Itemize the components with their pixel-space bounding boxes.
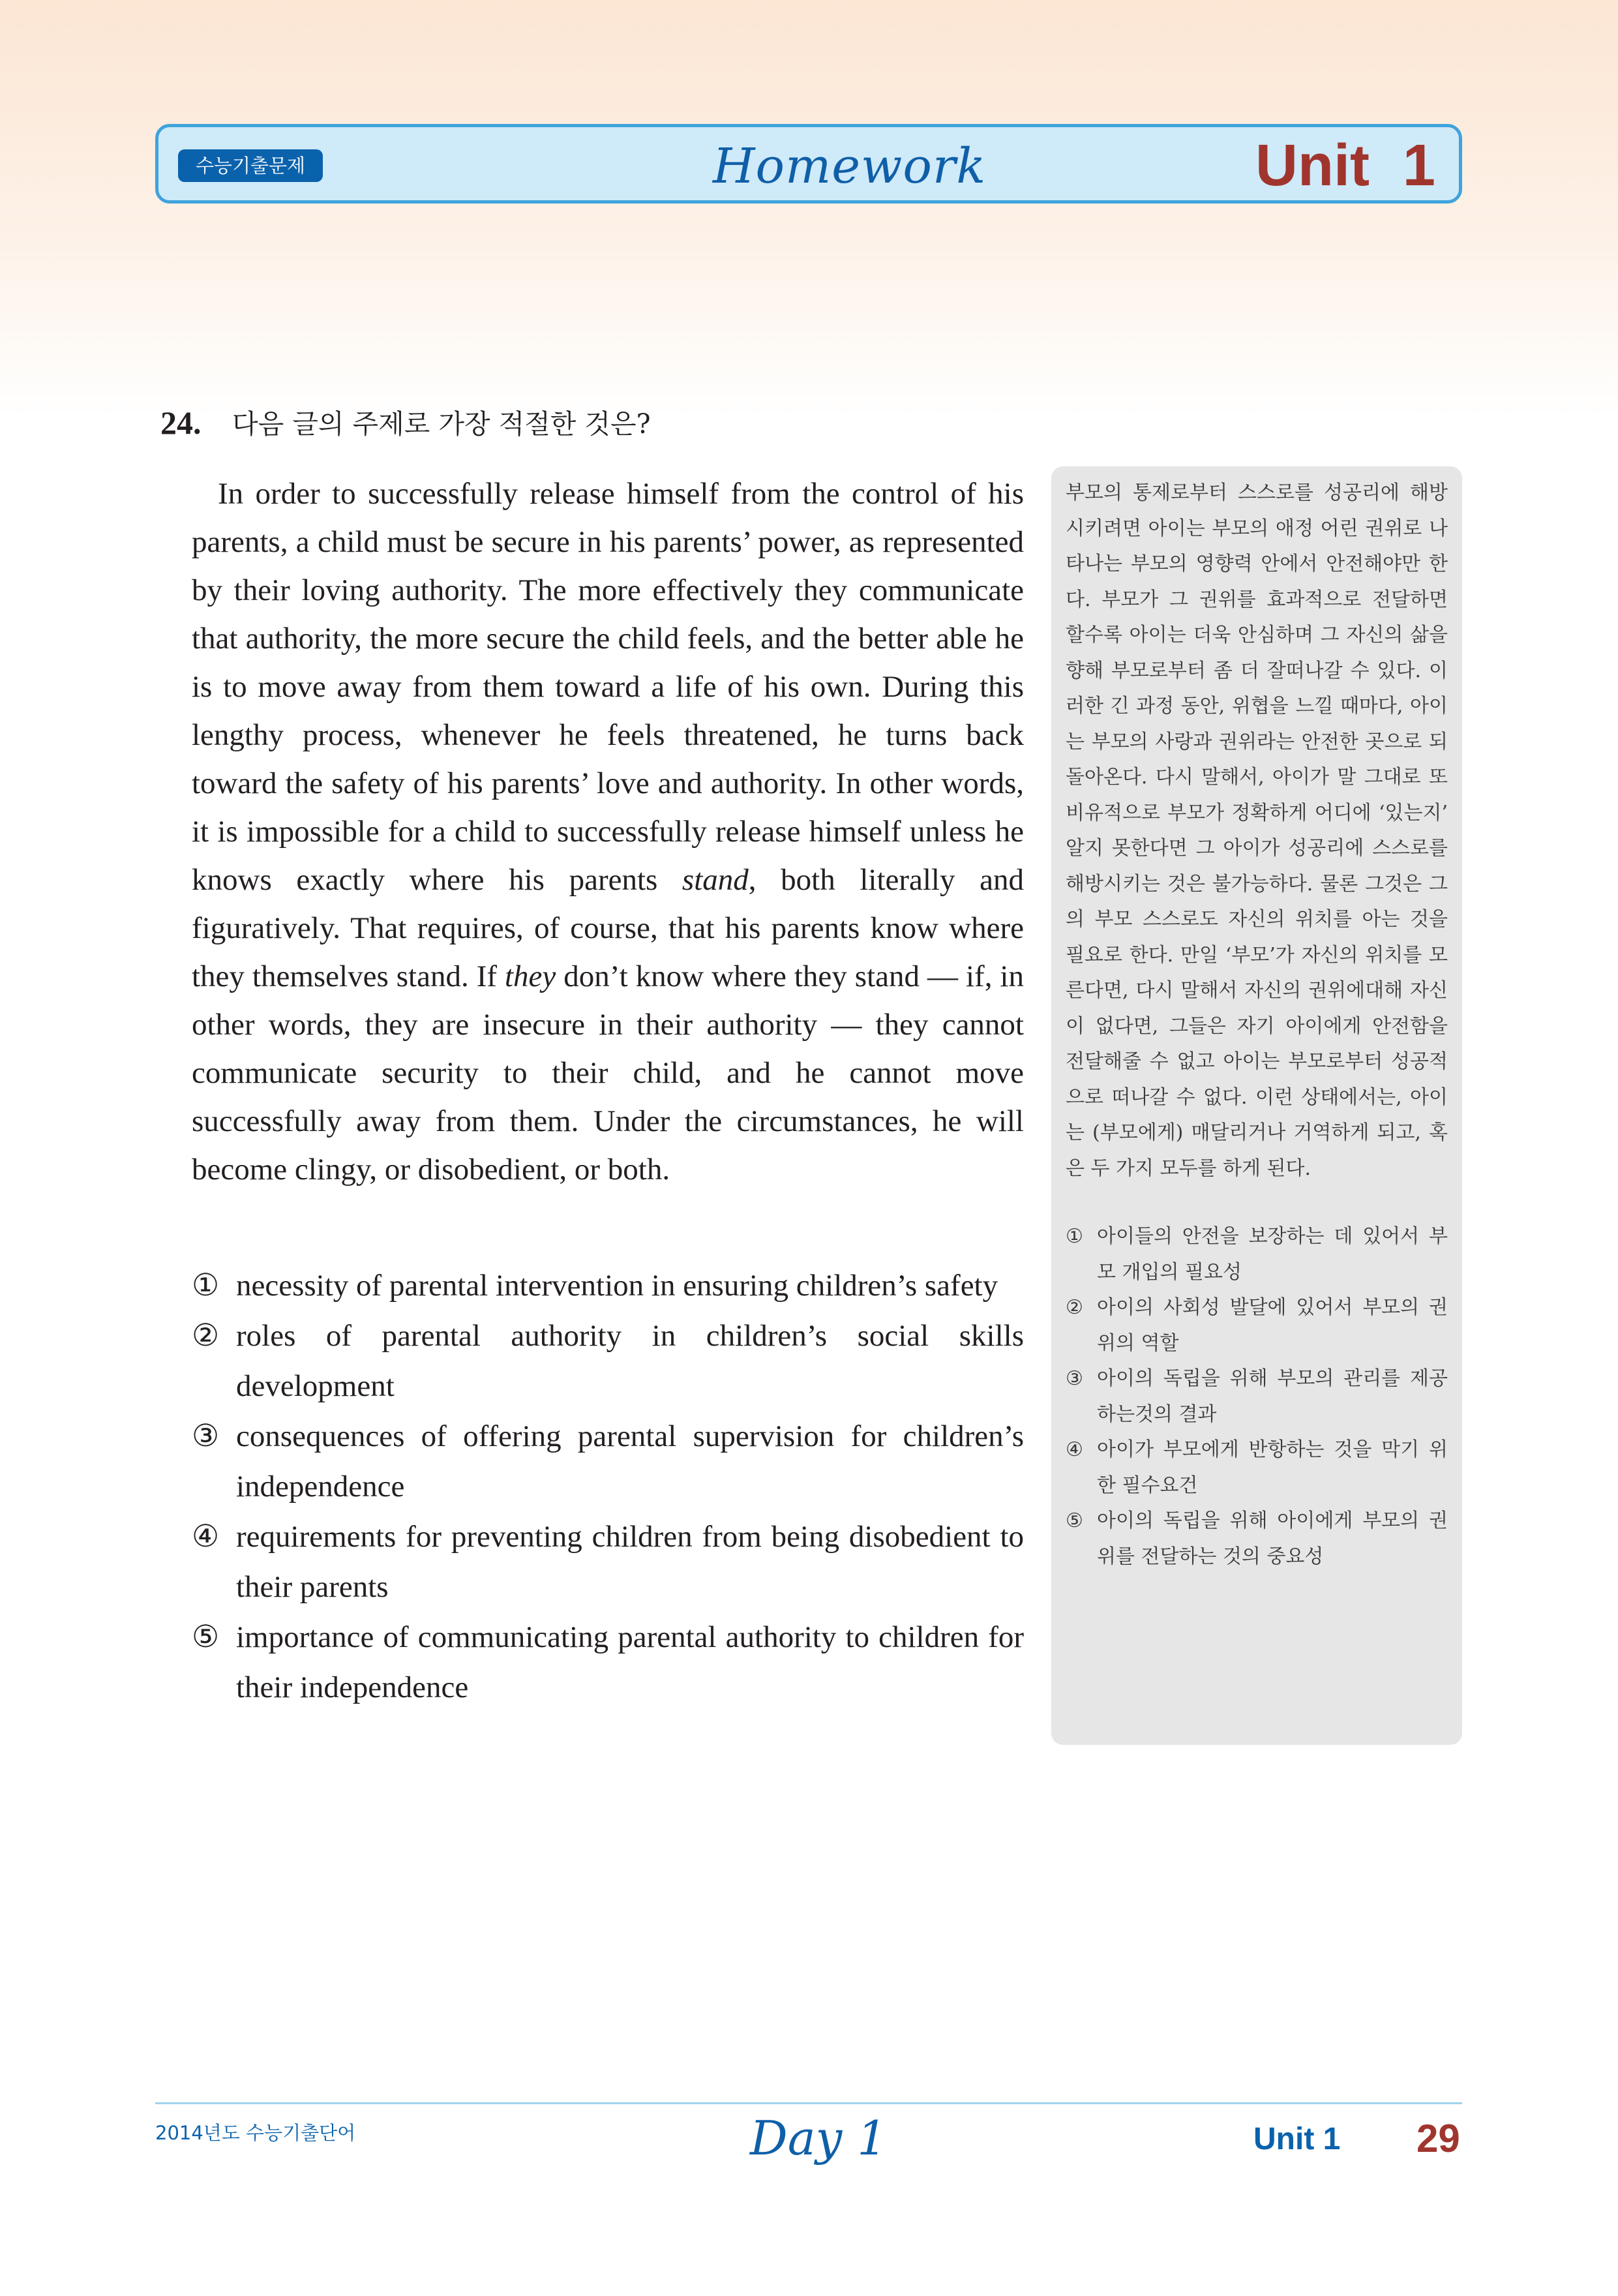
option-text: importance of communicating parental authority to children for their independence	[236, 1620, 1024, 1704]
option-text: consequences of offering parental supervision for children’s independence	[236, 1419, 1024, 1503]
option-number: ③	[192, 1419, 220, 1453]
passage-part-1: In order to successfully release himself from the control of his parents, a child must be secure in his parents’ power, as represented by their loving authority. The more effectively they communicate that authority, the more secure the child feels, and the better able he is to move away from them toward a life of his own. During this lengthy process, whenever he feels threatened, he turns back toward the safety of his parents’ love and authority. In other words, it is impossible for a child to successfully release himself unless he knows exactly where his parents	[192, 477, 1024, 897]
option-text: 아이의 독립을 위해 부모의 관리를 제공하는것의 결과	[1097, 1367, 1448, 1426]
option-number: ③	[1066, 1367, 1083, 1390]
option-text: 아이들의 안전을 보장하는 데 있어서 부모 개입의 필요성	[1097, 1225, 1448, 1284]
translation-option	[1066, 1290, 1448, 1361]
answer-options	[192, 1261, 1024, 1713]
footer-day-label: Day 1	[750, 2111, 888, 2166]
option-number: ①	[192, 1269, 220, 1303]
answer-option[interactable]	[192, 1612, 1024, 1713]
category-badge: 수능기출문제	[178, 149, 323, 182]
option-number: ②	[1066, 1296, 1083, 1319]
translation-text: 부모의 통제로부터 스스로를 성공리에 해방시키려면 아이는 부모의 애정 어린 권위로 나타나는 부모의 영향력 안에서 안전해야만 한다. 부모가 그 권위를 효과적으로 전달하면 할수록 아이는 더욱 안심하며 그 자신의 삶을 향해 부모로부터 좀 더 잘떠나갈 수 있다. 이러한 긴 과정 동안, 위협을 느낄 때마다, 아이는 부모의 사랑과 권위라는 안전한 곳으로 되돌아온다. 다시 말해서, 아이가 말 그대로 또 비유적으로 부모가 정확하게 어디에 ‘있는지’ 알지 못한다면 그 아이가 성공리에 스스로를 해방시키는 것은 불가능하다. 물론 그것은 그의 부모 스스로도 자신의 위치를 아는 것을 필요로 한다. 만일 ‘부모’가 자신의 위치를 모른다면, 다시 말해서 자신의 권위에대해 자신이 없다면, 그들은 자기 아이에게 안전함을 전달해줄 수 없고 아이는 부모로부터 성공적으로 떠나갈 수 없다. 이런 상태에서는, 아이는 (부모에게) 매달리거나 거역하게 되고, 혹은 두 가지 모두를 하게 된다.	[1066, 481, 1448, 1180]
translation-panel	[1051, 466, 1462, 1745]
question-number: 24.	[160, 404, 202, 441]
answer-option[interactable]	[192, 1311, 1024, 1412]
answer-option[interactable]	[192, 1261, 1024, 1311]
answer-option[interactable]	[192, 1512, 1024, 1612]
option-text: requirements for preventing children from being disobedient to their parents	[236, 1520, 1024, 1604]
passage-part-3: don’t know where they stand — if, in other words, they are insecure in their authority — they cannot communicate security to their child, and he cannot move successfully away from them. Under the circumstances, he will become clingy, or disobedient, or both.	[192, 959, 1024, 1186]
reading-passage	[192, 470, 1024, 1194]
translation-option	[1066, 1219, 1448, 1290]
translation-options	[1066, 1219, 1448, 1575]
answer-option[interactable]	[192, 1412, 1024, 1512]
passage-italic-they: they	[505, 959, 556, 993]
option-text: roles of parental authority in children’s social skills development	[236, 1319, 1024, 1403]
translation-option	[1066, 1503, 1448, 1575]
translation-option	[1066, 1361, 1448, 1432]
footer-unit-label: Unit 1	[1253, 2122, 1341, 2156]
option-number: ⑤	[192, 1620, 220, 1654]
question-prompt: 다음 글의 주제로 가장 적절한 것은?	[232, 408, 651, 440]
option-text: necessity of parental intervention in ensuring children’s safety	[236, 1269, 998, 1303]
option-text: 아이가 부모에게 반항하는 것을 막기 위한 필수요건	[1097, 1438, 1448, 1497]
unit-title: Unit 1	[1255, 133, 1435, 198]
translation-option	[1066, 1432, 1448, 1503]
option-number: ①	[1066, 1225, 1083, 1248]
option-number: ④	[192, 1520, 220, 1554]
footer-divider	[155, 2102, 1462, 2104]
option-text: 아이의 사회성 발달에 있어서 부모의 권위의 역할	[1097, 1296, 1448, 1355]
header-gradient-background	[0, 0, 1618, 417]
page-number: 29	[1416, 2117, 1460, 2160]
option-number: ⑤	[1066, 1509, 1083, 1532]
option-text: 아이의 독립을 위해 아이에게 부모의 권위를 전달하는 것의 중요성	[1097, 1509, 1448, 1568]
footer-book-title: 2014년도 수능기출단어	[155, 2122, 356, 2144]
header-bar	[155, 124, 1462, 204]
passage-italic-stand: stand	[682, 863, 749, 897]
homework-title: Homework	[713, 138, 987, 194]
passage-part-2: , both literally and figuratively. That requires, of course, that his parents know where they themselves stand. If	[192, 863, 1024, 993]
option-number: ②	[192, 1319, 220, 1353]
option-number: ④	[1066, 1438, 1083, 1461]
